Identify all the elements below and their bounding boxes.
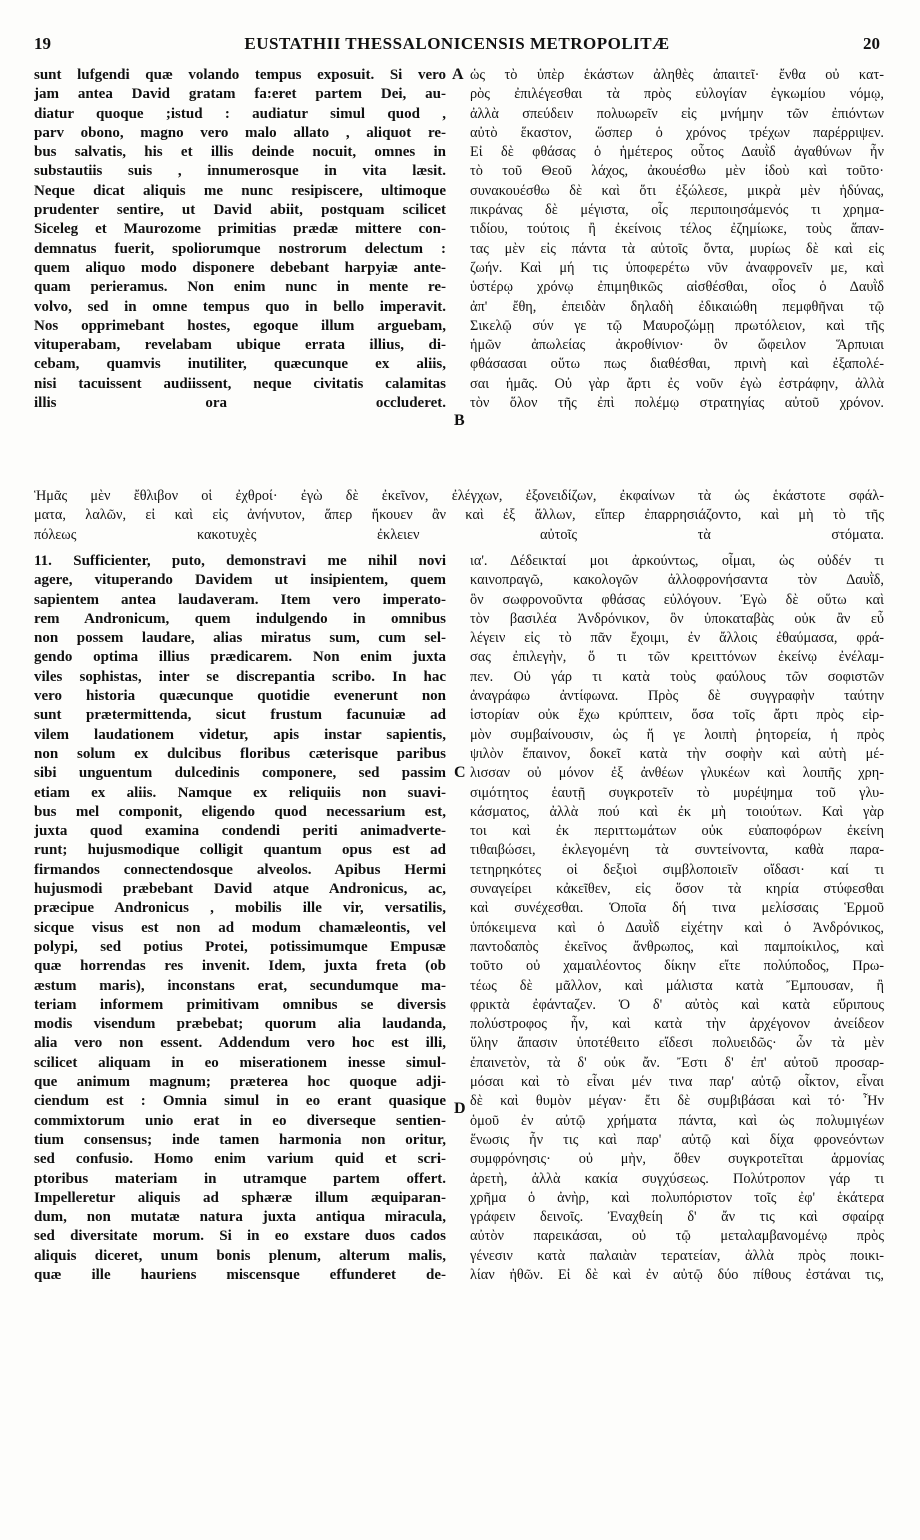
text-line: volvo, sed in omne tempus quo in bello imperavit. [34,298,446,315]
text-line: sicque visus est non ad modum chamæleontis, vel [34,919,446,936]
text-line: vituperabam, revelabam ubique errata illius, di- [34,337,446,354]
text-line: ρὸς ἐπιλέγεσθαι τὰ πρὸς εὐλογίαν ἐγκωμίου νόμῳ, [470,86,884,103]
text-line: demnatus fuerit, spoliorumque nostrorum delectum : [34,240,446,257]
text-line: ἱστορίαν οὐκ ἔχω κρύπτειν, ὅσα τοῖς ἄρτι πρὸς εἰρ- [470,707,884,724]
latin-column-top [34,66,446,413]
text-line: αὐτὸν παρεικάσαι, οὐ τῷ μεταλαμβανομένῳ πρὸς [470,1228,884,1245]
text-line: sapientem antea laudaveram. Item vero imperato- [34,591,446,608]
text-line: ὁμοῦ ἐν αὐτῷ χρήματα πάντα, καὶ ὡς πολυμιγέων [470,1112,884,1129]
text-line: juxta quod examina condendi periti animadverte- [34,823,446,840]
text-line: πολύστροφος ἦν, καὶ κατὰ τὴν ἀρχέγονον ἀνείδεον [470,1016,884,1033]
text-line: commixtorum unio erat in eo diverseque sentien- [34,1112,446,1129]
greek-full-width-paragraph [34,487,884,545]
text-line: non possem laudare, alias miratus sum, cum sel- [34,630,446,647]
text-line: quem aliquo modo disponere debebant harpyiæ ante- [34,259,446,276]
text-line: scilicet aliquam in eo miserationem inesse simul- [34,1054,446,1071]
text-line: σαι ἡμᾶς. Οὐ γὰρ ἄρτι ἐς νοῦν ἐγὼ ἐστράφην, ἀλλὰ [470,375,884,392]
text-line: sunt prætermittenda, sicut frustum facunuiæ ad [34,707,446,724]
text-line: ματα, λαλῶν, εἰ καὶ εἰς ἀνήνυτον, ἅπερ ἤκουεν ἂν καὶ ἐξ ἄλλων, εἴπερ ἐπαρρησιάζοντο, καὶ μὴ τὸ τῆς [34,507,884,524]
text-line: Nos opprimebant hostes, egoque illum arguebam, [34,317,446,334]
text-line: alia vero non essent. Addendum vero hoc est illi, [34,1035,446,1052]
text-line: gendo optima illius prædicarem. Non enim juxta [34,649,446,666]
text-line: illis ora occluderet. [34,395,446,412]
text-line: τετηρηκότες οἱ δεξιοὶ σιμβλοποιεῖν οἴδασι· καί τι [470,861,884,878]
text-line: δὲ καὶ θυμὸν μέγαν· ἔτι δὲ συμβιβάσαι καὶ τό· Ἦν [470,1093,884,1110]
text-line: κάσματος, ἀλλὰ πού καὶ ἐκ μὴ τοιούτων. Καὶ γὰρ [470,803,884,820]
text-line: sed confusio. Homo enim varium quid et scri- [34,1151,446,1168]
text-line: viles sophistas, inter se discrepantia scribo. In hac [34,668,446,685]
text-line: Εἰ δὲ φθάσας ὁ ἡμέτερος οὗτος Δαυῒδ ἀγαθύνων ἦν [470,144,884,161]
text-line: τὸν ὅλον τῆς ἐπὶ πολέμῳ στρατηγίας αὐτοῦ χρόνον. [470,395,884,412]
text-line: jam antea David gratam fa:eret partem Dei, au- [34,86,446,103]
text-line: rem Andronicum, quem indulgendo in omnibus [34,610,446,627]
text-line: λισσαν οὐ μόνον ἐξ ἀνθέων γλυκέων καὶ λοιπῆς χρη- [470,765,884,782]
text-line: prudenter sentire, ut David abiit, postquam scilicet [34,202,446,219]
text-line: παντοδαπὸς ἐκεῖνος ἄνθρωπος, καὶ παμποίκιλος, καὶ [470,938,884,955]
text-line: Neque dicat aliquis me nunc resipiscere, ultimoque [34,182,446,199]
text-line: ἀλλὰ σπεύδειν πολυωρεῖν εἰς μνήμην τῶν ἐπιόντων [470,105,884,122]
text-line: ια'. Δέδεικταί μοι ἀρκούντως, οἶμαι, ὡς οὐδέν τι [470,553,884,569]
text-line: ὃν σωφρονοῦντα φθάσας εὐλόγουν. Ἐγὼ δὲ οὕτω καὶ [470,591,884,608]
latin-column-bottom [34,552,446,1285]
text-line: μόσαι καὶ τὸ εἶναι μέν τινα παρ' αὐτῷ οἶκτον, εἶναι [470,1074,884,1091]
text-line: dum, non mutatæ natura juxta antiqua miracula, [34,1209,446,1226]
text-line: hujusmodi præbebant David atque Andronicus, ac, [34,881,446,898]
text-line: γένεσιν κατὰ παλαιὰν τερατείαν, ἀλλὰ πρὸς ποικι- [470,1247,884,1264]
text-line: χρῆμα ὁ ἀνὴρ, καὶ πολυπόριστον τοῖς ἐφ' ἑκάτερα [470,1189,884,1206]
text-line: ἀπ' ἔθη, ἐπειδὰν δηλαδὴ ἐδικαιώθη πεμφθῆναι τῷ [470,298,884,315]
text-line: ὑστέρῳ χρόνῳ ἐπιμηθικῶς αἰσθέσθαι, οἷος ὁ Δαυῒδ [470,279,884,296]
margin-letter-a: A [452,66,464,83]
text-line: etiam ex aliis. Namque ex reliquiis non suavi- [34,784,446,801]
text-line: πόλεως κακοτυχὲς ἐκλειεν αὐτοῖς τὰ στόματα. [34,526,884,543]
text-line: τὸ τοῦ Θεοῦ λάχος, ἀκουέσθω μὲν ἰδοὺ καὶ τοῦτο· [470,163,884,180]
page-number-right: 20 [863,34,880,53]
text-line: que animum magnum; præterea hoc quoque adji- [34,1074,446,1091]
greek-column-bottom [470,552,884,1285]
text-line: modis visendum præbebat; quorum alia laudanda, [34,1016,446,1033]
text-line: φθάσασαι οὕτω πως διαθέσθαι, πρινὴ καὶ ἐξαπολέ- [470,356,884,373]
text-line: Siceleg et Maurozome primitias prædæ mittere con- [34,221,446,238]
text-line: τοι καὶ ἐκ περιττωμάτων οὐκ εὐαποφόρων ἐκείνη [470,823,884,840]
text-line: πικράνας δὲ μέγιστα, οἷς περιποιησάμενός τι χρημα- [470,202,884,219]
text-line: 11. Sufficienter, puto, demonstravi me nihil novi [34,553,446,569]
text-line: runt; hujusmodique colligit quantum opus est ad [34,842,446,859]
text-line: quæ ille hauriens miscensque effunderet de- [34,1266,446,1283]
text-line: diatur quoque ;istud : audiatur simul quod , [34,105,446,122]
greek-column-top [470,66,884,413]
text-line: ἀρετὴ, ἀλλὰ κακία συγχύσεως. Πολύτροπον γάρ τι [470,1170,884,1187]
margin-letter-c: C [454,764,466,781]
text-line: firmandos connectendosque alveolos. Apibus Hermi [34,861,446,878]
text-line: sed diversitate morum. Si in eo exstare duos cados [34,1228,446,1245]
text-line: quæ horrendas res invenit. Idem, juxta freta (ob [34,958,446,975]
text-line: Impelleretur aliquis ad sphæræ illum æquiparan- [34,1189,446,1206]
text-line: ὑπόκειμενα καὶ ὁ Δαυῒδ εἰχέτην καὶ ὁ Ἀνδρόνικος, [470,919,884,936]
text-line: μὸν συμβαίνουσιν, ὡς ἥ γε λοιπὴ ῥητορεία, ἡ πρὸς [470,726,884,743]
text-line: parv obono, magno vero malo allato , aliquot re- [34,124,446,141]
text-line: ζωήν. Καὶ μή τις ὑποφερέτω νῦν ἀναφρονεῖν με, καὶ [470,259,884,276]
margin-letter-b: B [454,412,465,429]
page-number-left: 19 [34,34,51,53]
margin-letter-d: D [454,1100,466,1117]
text-line: ψιλὸν ἔπαινον, δοκεῖ κατὰ τὴν σοφὴν καὶ αὐτὴ μέ- [470,745,884,762]
text-line: nisi tacuissent audiissent, neque civitatis calamitas [34,375,446,392]
running-title: EUSTATHII THESSALONICENSIS METROPOLITÆ [244,34,670,53]
text-line: συμφρόνησις· οὐ μὴν, ὅθεν συγκροτεῖται ἁρμονίας [470,1151,884,1168]
text-line: præcipue Andronicus , mobilis ille vir, versatilis, [34,900,446,917]
text-line: τας μὲν εἰς πάντα τὰ αὐτοῖς ὄντα, μυρίως δὲ καὶ εἰς [470,240,884,257]
text-line: αὐτὸ ἕκαστον, ὥσπερ ὁ χρόνος τρέχων παρέρριψεν. [470,124,884,141]
text-line: τὸν βασιλέα Ἀνδρόνικον, ὃν ὑποκαταβὰς οὐκ ἂν εὖ [470,610,884,627]
text-line: ἕνωσις ἦν τις καὶ παρ' αὐτῷ καὶ δίχα φρονεόντων [470,1131,884,1148]
text-line: vero historia quæcunque quotidie evenerunt non [34,688,446,705]
text-line: γράφειν δεινοῖς. Ἐναχθείη δ' ἄν τις καὶ σφαίρᾳ [470,1209,884,1226]
text-line: non solum ex dulcibus floribus cæterisque paribus [34,745,446,762]
text-line: ὕλην ἅπασιν ὑποτέθειτο εἴδεσι πολυειδῶς· ὧν τὰ μὲν [470,1035,884,1052]
text-line: λίαν ἠθῶν. Εἰ δὲ καὶ ἐν αὐτῷ δύο πίθους ἐστάναι τις, [470,1266,884,1283]
text-line: ἐπαινετὸν, τὰ δ' οὐκ ἄν. Ἔστι δ' ἐπ' αὐτοῦ προσαρ- [470,1054,884,1071]
text-line: polypi, sed potius Protei, potissimumque Empusæ [34,938,446,955]
text-line: ἀναγράφω ἀντίφωνα. Πρὸς δὲ συγγραφὴν ταύτην [470,688,884,705]
text-line: συναγείρει κἀκεῖθεν, εἰς ὅσον τὰ κηρία στύφεσθαι [470,881,884,898]
text-line: σας ἐπιλεγὴν, ὅ τι τῶν κρειττόνων ἐκείνῳ ἐνέλαμ- [470,649,884,666]
text-line: τιδίου, τούτοις ἢ ἐκείνοις τέλος ἐζημίωκε, τοὺς ἅπαν- [470,221,884,238]
text-line: æstum maris), inconstans erat, secundumque ma- [34,977,446,994]
text-line: ptoribus materiam in utramque partem offert. [34,1170,446,1187]
text-line: cebam, quamvis inutiliter, quæcunque ex aliis, [34,356,446,373]
text-line: sibi unguentum dulcedinis componere, sed passim [34,765,446,782]
text-line: sunt lufgendi quæ volando tempus exposuit. Si vero [34,67,446,83]
text-line: teriam informem primitivam omnibus se diversis [34,996,446,1013]
text-line: agere, vituperando Davidem ut insipientem, quem [34,572,446,589]
text-line: σιμότητος ἑαυτῇ συγκροτεῖν τὸ μυρέψημα τοῦ γλυ- [470,784,884,801]
text-line: bus salvatis, his et illis deinde nocuit, omnes in [34,144,446,161]
text-line: quam perieramus. Non enim nunc in mente re- [34,279,446,296]
text-line: Ἡμᾶς μὲν ἔθλιβον οἱ ἐχθροί· ἐγὼ δὲ ἐκεῖνον, ἐλέγχων, ἐξονειδίζων, ἐκφαίνων τὰ ὡς ἑκάστοτε σφάλ- [34,488,884,504]
text-line: τιθαιβώσει, ἐκλεγομένη τὰ συντείνοντα, καθὰ παρα- [470,842,884,859]
text-line: φρικτὰ ἐφάνταζεν. Ὁ δ' αὐτὸς καὶ κατὰ εὔριπους [470,996,884,1013]
text-line: vilem laudationem videtur, apis instar sapientis, [34,726,446,743]
page-header [34,34,880,56]
text-line: καὶ συνέχεσθαι. Ὁποῖα δή τινα μελίσσαις Ἑρμοῦ [470,900,884,917]
text-line: tium consensus; inde tamen harmonia non oritur, [34,1131,446,1148]
text-line: λέγειν εἰς τὸ πᾶν ἔχοιμι, ἐν ἄλλοις ἐθαύμασα, φρά- [470,630,884,647]
text-line: συνακουέσθω δὲ καὶ ὅτι ἐξώλεσε, μικρὰ μὲν ἡδύνας, [470,182,884,199]
text-line: καινοπραγῶ, κακολογῶν ἀλλοφρονήσαντα τὸν Δαυῒδ, [470,572,884,589]
text-line: ciendum est : Omnia simul in eo erant quasique [34,1093,446,1110]
text-line: πεν. Οὐ γάρ τι κατὰ τοὺς φαύλους τῶν σοφιστῶν [470,668,884,685]
text-line: Σικελῷ σύν γε τῷ Μαυροζώμῃ πρωτόλειον, καὶ τῆς [470,317,884,334]
text-line: aliquis diceret, unum bonis plenum, alterum malis, [34,1247,446,1264]
text-line: ἡμῶν ἀπωλείας ἀκροθίνιον· ὃν ὤφειλον Ἅρπυιαι [470,337,884,354]
text-line: τοῦτο οὐ χαμαιλέοντος δίκην εἴτε πολύποδος, Πρω- [470,958,884,975]
text-line: τέως δὲ μᾶλλον, καὶ μάλιστα κατὰ Ἔμπουσαν, ἢ [470,977,884,994]
text-line: bus mel componit, eligendo quod necessarium est, [34,803,446,820]
text-line: substautiis suis , innumerosque in vita læsit. [34,163,446,180]
text-line: ὡς τὸ ὑπὲρ ἑκάστων ἀληθὲς ἀπαιτεῖ· ἔνθα οὐ κατ- [470,67,884,83]
